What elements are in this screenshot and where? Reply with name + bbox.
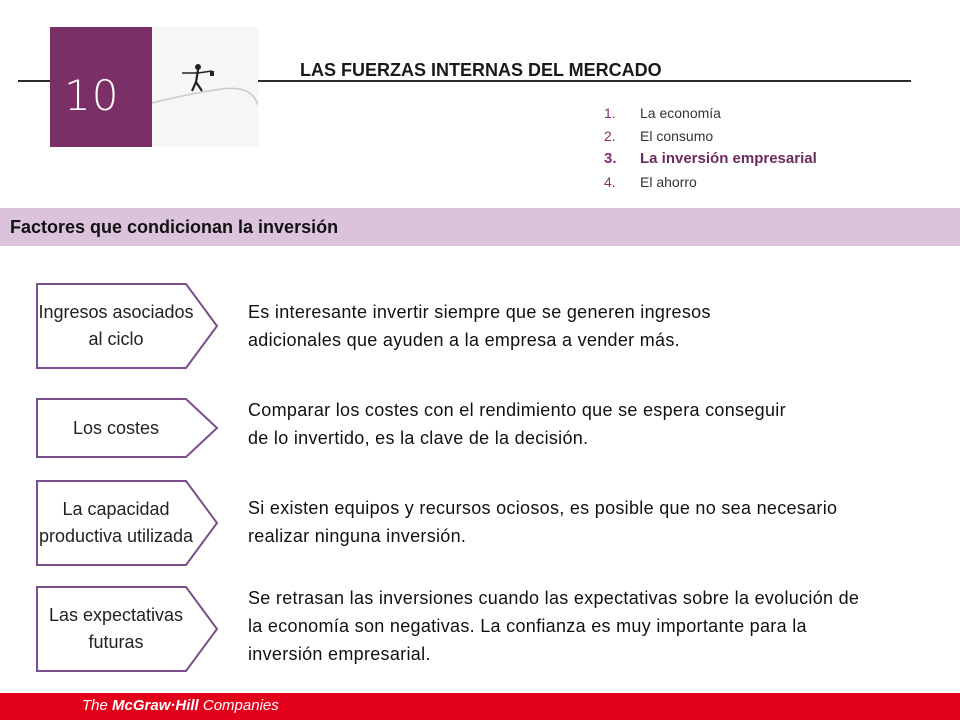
- factor-label: La capacidad productiva utilizada: [38, 499, 194, 546]
- tightrope-walker-icon: [152, 27, 258, 147]
- factor-arrow-costes: [36, 398, 219, 458]
- toc-item[interactable]: [604, 124, 817, 147]
- toc-item-number: 3.: [604, 150, 617, 167]
- factor-label: Ingresos asociados al ciclo: [38, 302, 194, 349]
- toc-item-number: 4.: [604, 173, 616, 190]
- chapter-number: 10: [64, 71, 120, 120]
- toc-item-active[interactable]: [604, 147, 817, 170]
- publisher-logo: The McGraw·Hill Companies: [82, 697, 279, 714]
- chapter-image: [152, 27, 258, 147]
- section-header: [0, 208, 960, 246]
- toc-item[interactable]: [604, 170, 817, 193]
- page-title: LAS FUERZAS INTERNAS DEL MERCADO: [300, 60, 662, 80]
- footer-bar: [0, 693, 960, 720]
- factor-description: Comparar los costes con el rendimiento que se espera conseguir de lo invertido, es la clave de la decisión.: [248, 400, 786, 448]
- factor-label: Las expectativas futuras: [48, 605, 184, 652]
- toc-item-number: 2.: [604, 127, 616, 144]
- chapter-badge: [50, 27, 152, 147]
- toc-item-label: El consumo: [640, 127, 714, 144]
- toc-item-label: El ahorro: [640, 173, 697, 190]
- toc-item-label: La economía: [640, 104, 721, 121]
- toc-item[interactable]: [604, 101, 817, 124]
- factor-arrow-expectativas: [36, 586, 219, 672]
- factor-description: Si existen equipos y recursos ociosos, es posible que no sea necesario realizar ninguna inversión.: [248, 498, 838, 546]
- factor-arrow-capacidad: [36, 480, 219, 566]
- factor-label: Los costes: [72, 417, 160, 438]
- toc-item-label: La inversión empresarial: [640, 150, 817, 167]
- toc-item-number: 1.: [604, 104, 616, 121]
- factor-arrow-ingresos: [36, 283, 219, 369]
- chapter-toc: [604, 101, 817, 193]
- factor-description: Se retrasan las inversiones cuando las expectativas sobre la evolución de la economía son negativas. La confianza es muy importante para la inversión empresarial.: [248, 588, 860, 664]
- factor-description: Es interesante invertir siempre que se generen ingresos adicionales que ayuden a la empresa a vender más.: [248, 302, 711, 350]
- section-title: Factores que condicionan la inversión: [10, 217, 339, 237]
